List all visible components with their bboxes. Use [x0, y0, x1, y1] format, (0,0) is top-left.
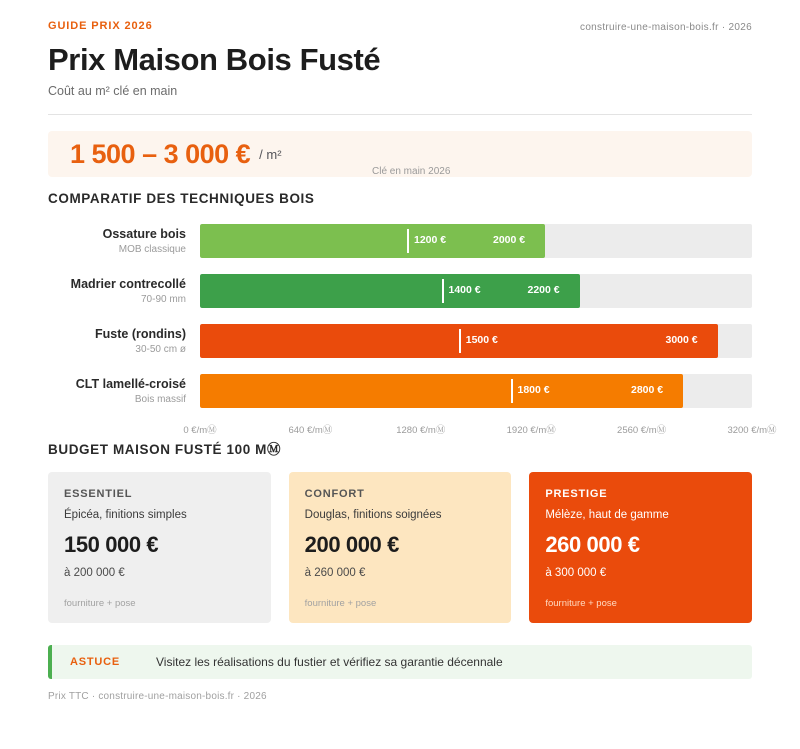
bar-row: [48, 316, 752, 366]
bar-category-label: Fuste (rondins): [95, 327, 186, 341]
bar-track: [200, 224, 752, 258]
footer-note: Prix TTC · construire-une-maison-bois.fr · 2026: [48, 691, 267, 702]
bar-min-marker: [511, 379, 513, 403]
budget-card-description: Mélèze, haut de gamme: [545, 509, 669, 521]
budget-card-footnote: fourniture + pose: [64, 598, 136, 609]
bar-fill: [200, 374, 683, 408]
axis-tick-label: 3200 €/mⓂ: [727, 425, 777, 436]
bar-category-label: CLT lamellé-croisé: [75, 377, 186, 391]
headline-price-unit: / m²: [259, 146, 282, 162]
headline-price: 1 500 – 3 000 €: [70, 138, 251, 169]
bar-track: [200, 324, 752, 358]
page-title: Prix Maison Bois Fusté: [48, 42, 381, 77]
budget-card-description: Douglas, finitions soignées: [304, 509, 442, 521]
bar-max-value: 2800 €: [631, 384, 664, 396]
budget-card-name: ESSENTIEL: [64, 488, 133, 500]
budget-card-footnote: fourniture + pose: [304, 598, 377, 609]
header-left: [48, 20, 153, 32]
budget-card-range: à 200 000 €: [64, 567, 125, 579]
page-subtitle: Coût au m² clé en main: [48, 84, 178, 98]
budget-card-price: 150 000 €: [64, 532, 159, 557]
budget-cards: [48, 472, 752, 623]
budget-card-price: 260 000 €: [545, 532, 640, 557]
bar-track: [200, 274, 752, 308]
bar-row: [48, 216, 752, 266]
bar-min-marker: [459, 329, 461, 353]
tip-box: [48, 645, 752, 679]
bar-label-group: [48, 327, 200, 355]
budget-card-footnote: fourniture + pose: [545, 598, 617, 609]
header: [48, 0, 752, 33]
headline-price-note: Clé en main 2026: [372, 166, 451, 177]
section-title-budget: BUDGET MAISON FUSTÉ 100 MⓂ: [48, 442, 282, 457]
bar-min-value: 1800 €: [517, 384, 550, 396]
budget-card-name: CONFORT: [304, 488, 365, 500]
bar-min-value: 1200 €: [414, 234, 447, 246]
header-divider: [48, 114, 752, 115]
bar-min-value: 1400 €: [448, 284, 481, 296]
bar-min-value: 1500 €: [465, 334, 498, 346]
budget-card-name: PRESTIGE: [545, 488, 608, 500]
bar-category-label: Ossature bois: [102, 227, 186, 241]
bar-category-sublabel: 30-50 cm ø: [135, 344, 186, 355]
axis-tick-label: 1280 €/mⓂ: [396, 425, 446, 436]
axis-tick-label: 1920 €/mⓂ: [506, 425, 556, 436]
bar-max-value: 2200 €: [527, 284, 560, 296]
budget-card: [529, 472, 752, 623]
budget-card-price: 200 000 €: [304, 532, 399, 557]
bar-label-group: [48, 277, 200, 305]
budget-card: [48, 472, 271, 623]
bar-category-sublabel: 70-90 mm: [140, 294, 186, 305]
kicker: GUIDE PRIX 2026: [48, 20, 153, 32]
chart-axis: [183, 422, 777, 438]
bar-track: [200, 374, 752, 408]
bar-label-group: [48, 227, 200, 255]
axis-tick-label: 2560 €/mⓂ: [617, 425, 667, 436]
budget-card-description: Épicéa, finitions simples: [64, 509, 187, 521]
bar-row: [48, 266, 752, 316]
axis-tick-label: 640 €/mⓂ: [288, 425, 333, 436]
bar-category-label: Madrier contrecollé: [70, 277, 186, 291]
bar-max-value: 2000 €: [493, 234, 526, 246]
budget-card-range: à 300 000 €: [545, 567, 607, 579]
section-title-comparatif: COMPARATIF DES TECHNIQUES BOIS: [48, 191, 315, 206]
tip-label: ASTUCE: [70, 656, 121, 668]
bar-min-marker: [407, 229, 409, 253]
budget-card-range: à 260 000 €: [304, 567, 366, 579]
budget-card: [289, 472, 512, 623]
bar-fill: [200, 274, 580, 308]
headline-price-band: [48, 131, 752, 177]
technique-bar-chart: [48, 216, 752, 416]
bar-label-group: [48, 377, 200, 405]
bar-row: [48, 366, 752, 416]
axis-tick-label: 0 €/mⓂ: [183, 425, 217, 436]
bar-max-value: 3000 €: [665, 334, 698, 346]
bar-category-sublabel: MOB classique: [118, 244, 186, 255]
source-credit: construire-une-maison-bois.fr · 2026: [580, 22, 752, 33]
bar-min-marker: [442, 279, 444, 303]
bar-category-sublabel: Bois massif: [134, 394, 186, 405]
tip-text: Visitez les réalisations du fustier et vérifiez sa garantie décennale: [156, 655, 503, 669]
